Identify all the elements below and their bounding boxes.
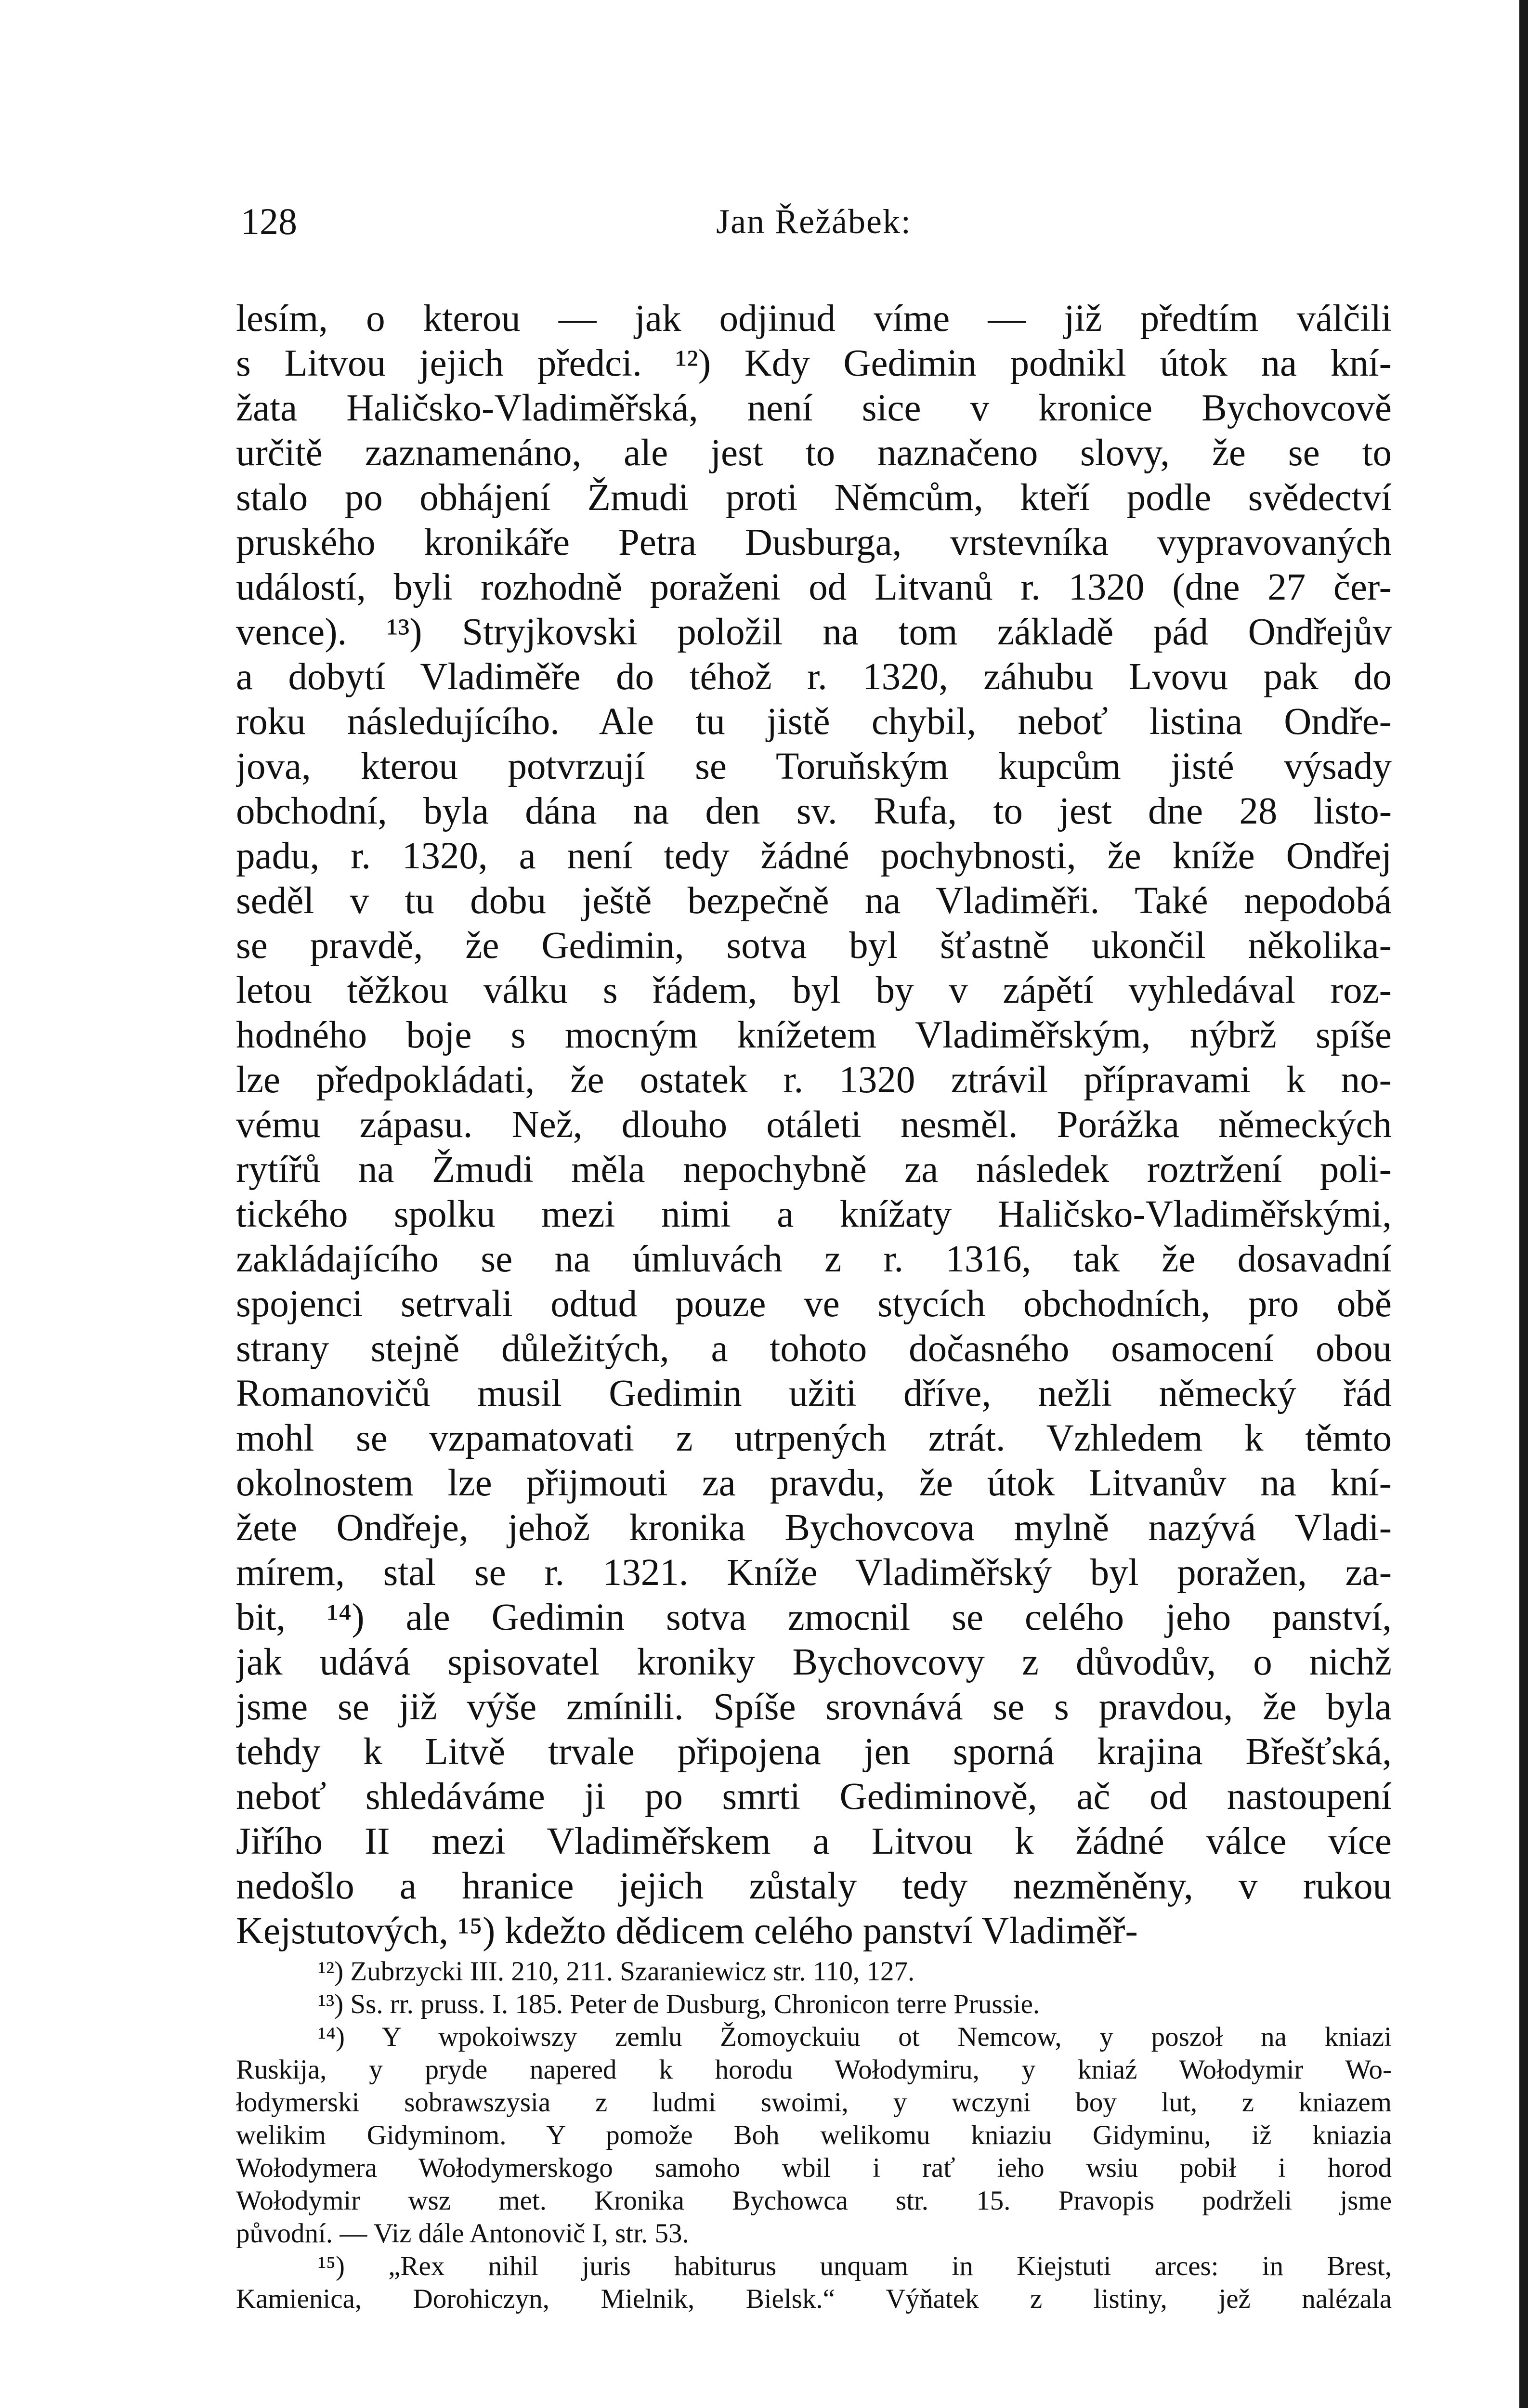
page-edge-shadow xyxy=(1519,0,1528,2408)
page-number: 128 xyxy=(241,200,297,242)
text-line: zakládajícího se na úmluvách z r. 1316, tak že dosavadní xyxy=(236,1238,1392,1280)
text-line: tehdy k Litvě trvale připojena jen sporná krajina Břešťská, xyxy=(236,1731,1392,1773)
text-line: neboť shledáváme ji po smrti Gediminově, ač od nastoupení xyxy=(236,1776,1392,1818)
text-line: obchodní, byla dána na den sv. Rufa, to jest dne 28 listo- xyxy=(236,790,1392,832)
text-line: okolnostem lze přijmouti za pravdu, že útok Litvanův na kní- xyxy=(236,1462,1392,1504)
text-line: nedošlo a hranice jejich zůstaly tedy nezměněny, v rukou xyxy=(236,1865,1392,1907)
text-line: strany stejně důležitých, a tohoto dočasného osamocení obou xyxy=(236,1328,1392,1370)
footnote-line: ¹³) Ss. rr. pruss. I. 185. Peter de Dusburg, Chronicon terre Prussie. xyxy=(318,1989,1040,2019)
text-line: žete Ondřeje, jehož kronika Bychovcova mylně nazývá Vladi- xyxy=(236,1507,1392,1549)
text-line: rytířů na Žmudi měla nepochybně za následek roztržení poli- xyxy=(236,1149,1392,1191)
text-line: letou těžkou válku s řádem, byl by v zápětí vyhledával roz- xyxy=(236,969,1392,1011)
footnote-line: původní. — Viz dále Antonovič I, str. 53. xyxy=(236,2218,689,2249)
text-line: spojenci setrvali odtud pouze ve stycích obchodních, pro obě xyxy=(236,1283,1392,1325)
text-line: tického spolku mezi nimi a knížaty Haličsko-Vladiměřskými, xyxy=(236,1193,1392,1235)
text-line: a dobytí Vladiměře do téhož r. 1320, záhubu Lvovu pak do xyxy=(236,656,1392,698)
footnote-line: Wołodymir wsz met. Kronika Bychowca str. 15. Pravopis podrželi jsme xyxy=(236,2186,1392,2216)
footnote-15 xyxy=(236,2250,1392,2316)
footnote-line: Kamienica, Dorohiczyn, Mielnik, Bielsk.“ Výňatek z listiny, jež nalézala xyxy=(236,2284,1392,2314)
footnote-line: ¹⁵) „Rex nihil juris habiturus unquam in Kiejstuti arces: in Brest, xyxy=(318,2251,1392,2281)
footnote-line: welikim Gidyminom. Y pomože Boh welikomu kniaziu Gidyminu, iž kniazia xyxy=(236,2120,1392,2150)
text-line: pruského kronikáře Petra Dusburga, vrstevníka vypravovaných xyxy=(236,522,1392,563)
footnote-line: ¹⁴) Y wpokoiwszy zemlu Žomoyckuiu ot Nemcow, y poszoł na kniazi xyxy=(318,2022,1392,2052)
footnote-line: łodymerski sobrawszysia z ludmi swoimi, y wczyni boy lut, z kniazem xyxy=(236,2087,1392,2118)
text-line: lze předpokládati, že ostatek r. 1320 ztrávil přípravami k no- xyxy=(236,1059,1392,1101)
text-line: se pravdě, že Gedimin, sotva byl šťastně ukončil několika- xyxy=(236,925,1392,967)
text-line: mírem, stal se r. 1321. Kníže Vladiměřský byl poražen, za- xyxy=(236,1552,1392,1594)
page-header xyxy=(236,195,1392,248)
text-line: žata Haličsko-Vladiměřská, není sice v kronice Bychovcově xyxy=(236,387,1392,429)
running-head: Jan Řežábek: xyxy=(716,202,912,241)
text-line: s Litvou jejich předci. ¹²) Kdy Gedimin podnikl útok na kní- xyxy=(236,342,1392,384)
text-line: jsme se již výše zmínili. Spíše srovnává se s pravdou, že byla xyxy=(236,1686,1392,1728)
text-line: bit, ¹⁴) ale Gedimin sotva zmocnil se celého jeho panství, xyxy=(236,1597,1392,1638)
text-line: určitě zaznamenáno, ale jest to naznačeno slovy, že se to xyxy=(236,432,1392,474)
text-line: Jiřího II mezi Vladiměřskem a Litvou k žádné válce více xyxy=(236,1820,1392,1862)
text-line: padu, r. 1320, a není tedy žádné pochybnosti, že kníže Ondřej xyxy=(236,835,1392,877)
text-line: událostí, byli rozhodně poraženi od Litvanů r. 1320 (dne 27 čer- xyxy=(236,566,1392,608)
main-text xyxy=(236,296,1392,1953)
footnotes xyxy=(236,1955,1392,2316)
footnote-12 xyxy=(236,1955,1392,1988)
text-line: lesím, o kterou — jak odjinud víme — již předtím válčili xyxy=(236,298,1392,340)
text-line: roku následujícího. Ale tu jistě chybil, neboť listina Ondře- xyxy=(236,701,1392,743)
text-line: stalo po obhájení Žmudi proti Němcům, kteří podle svědectví xyxy=(236,477,1392,519)
text-line: hodného boje s mocným knížetem Vladiměřským, nýbrž spíše xyxy=(236,1014,1392,1056)
text-line: Romanovičů musil Gedimin užiti dříve, nežli německý řád xyxy=(236,1373,1392,1414)
text-line: jak udává spisovatel kroniky Bychovcovy z důvodův, o nichž xyxy=(236,1641,1392,1683)
footnote-line: Wołodymera Wołodymerskogo samoho wbil i rať ieho wsiu pobił i horod xyxy=(236,2153,1392,2183)
text-line: vence). ¹³) Stryjkovski položil na tom základě pád Ondřejův xyxy=(236,611,1392,653)
text-line: vému zápasu. Než, dlouho otáleti nesměl. Porážka německých xyxy=(236,1104,1392,1146)
text-line: Kejstutových, ¹⁵) kdežto dědicem celého panství Vladiměř- xyxy=(236,1910,1138,1952)
footnote-14 xyxy=(236,2021,1392,2250)
footnote-13 xyxy=(236,1988,1392,2021)
text-line: mohl se vzpamatovati z utrpených ztrát. Vzhledem k těmto xyxy=(236,1417,1392,1459)
footnote-line: Ruskija, y pryde napered k horodu Wołodymiru, y kniaź Wołodymir Wo- xyxy=(236,2055,1392,2085)
footnote-line: ¹²) Zubrzycki III. 210, 211. Szaraniewicz str. 110, 127. xyxy=(318,1956,915,1987)
text-line: jova, kterou potvrzují se Toruňským kupcům jisté výsady xyxy=(236,746,1392,787)
text-line: seděl v tu dobu ještě bezpečně na Vladiměři. Také nepodobá xyxy=(236,880,1392,922)
